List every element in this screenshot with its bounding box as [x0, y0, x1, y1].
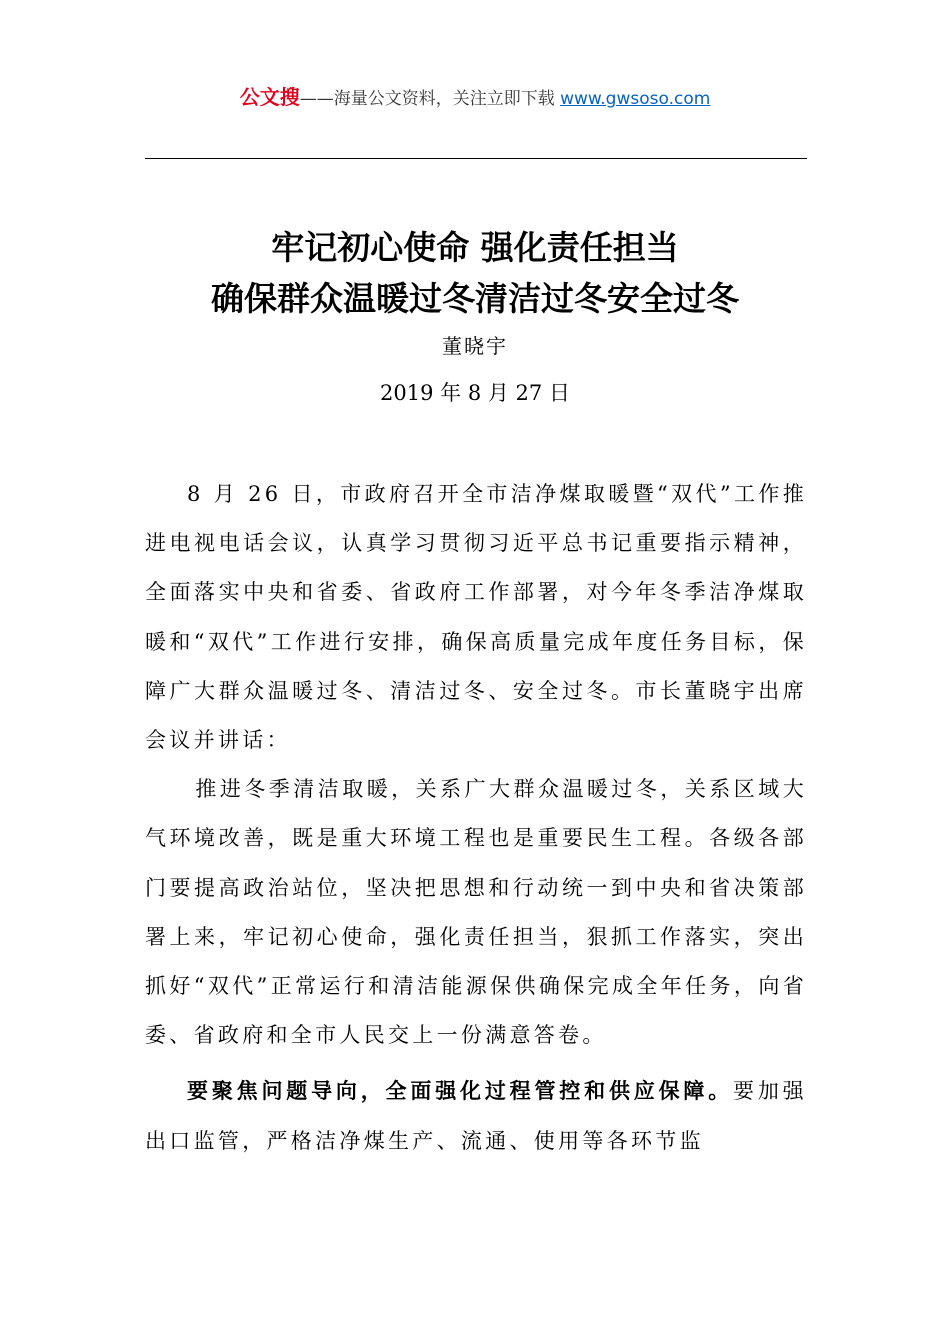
paragraph-bold-lead: 要聚焦问题导向，全面强化过程管控和供应保障。: [187, 1078, 734, 1104]
paragraph-text: 要加强出口监管，严格洁净煤生产、流通、使用等各环节监: [145, 1079, 807, 1153]
header-divider: [145, 158, 807, 159]
paragraph: [145, 1066, 807, 1165]
document-body: [145, 470, 807, 1230]
document-date: 2019 年 8 月 27 日: [380, 381, 570, 405]
header-tagline: ——海量公文资料，关注立即下载: [299, 89, 555, 109]
document-title-line-2: 确保群众温暖过冬清洁过冬安全过冬: [211, 279, 739, 318]
paragraph: 推进冬季清洁取暖，关系广大群众温暖过冬，关系区域大气环境改善，既是重大环境工程也是重要民生工程。各级各部门要提高政治站位，坚决把思想和行动统一到中央和省决策部署上来，牢记初心使命，强化责任担当，狠抓工作落实，突出抓好“双代”正常运行和清洁能源保供确保完成全年任务，向省委、省政府和全市人民交上一份满意答卷。: [145, 777, 807, 1048]
paragraph: 8 月 26 日，市政府召开全市洁净煤取暖暨“双代”工作推进电视电话会议，认真学习贯彻习近平总书记重要指示精神，全面落实中央和省委、省政府工作部署，对今年冬季洁净煤取暖和“双代”工作进行安排，确保高质量完成年度任务目标，保障广大群众温暖过冬、清洁过冬、安全过冬。市长董晓宇出席会议并讲话：: [145, 482, 807, 753]
brand-logo-text: 公文搜: [239, 85, 300, 109]
site-link[interactable]: www.gwsoso.com: [560, 89, 711, 109]
watermark-header: [0, 84, 950, 112]
document-title-line-1: 牢记初心使命 强化责任担当: [271, 228, 679, 267]
author-name: 董晓宇: [442, 334, 508, 358]
